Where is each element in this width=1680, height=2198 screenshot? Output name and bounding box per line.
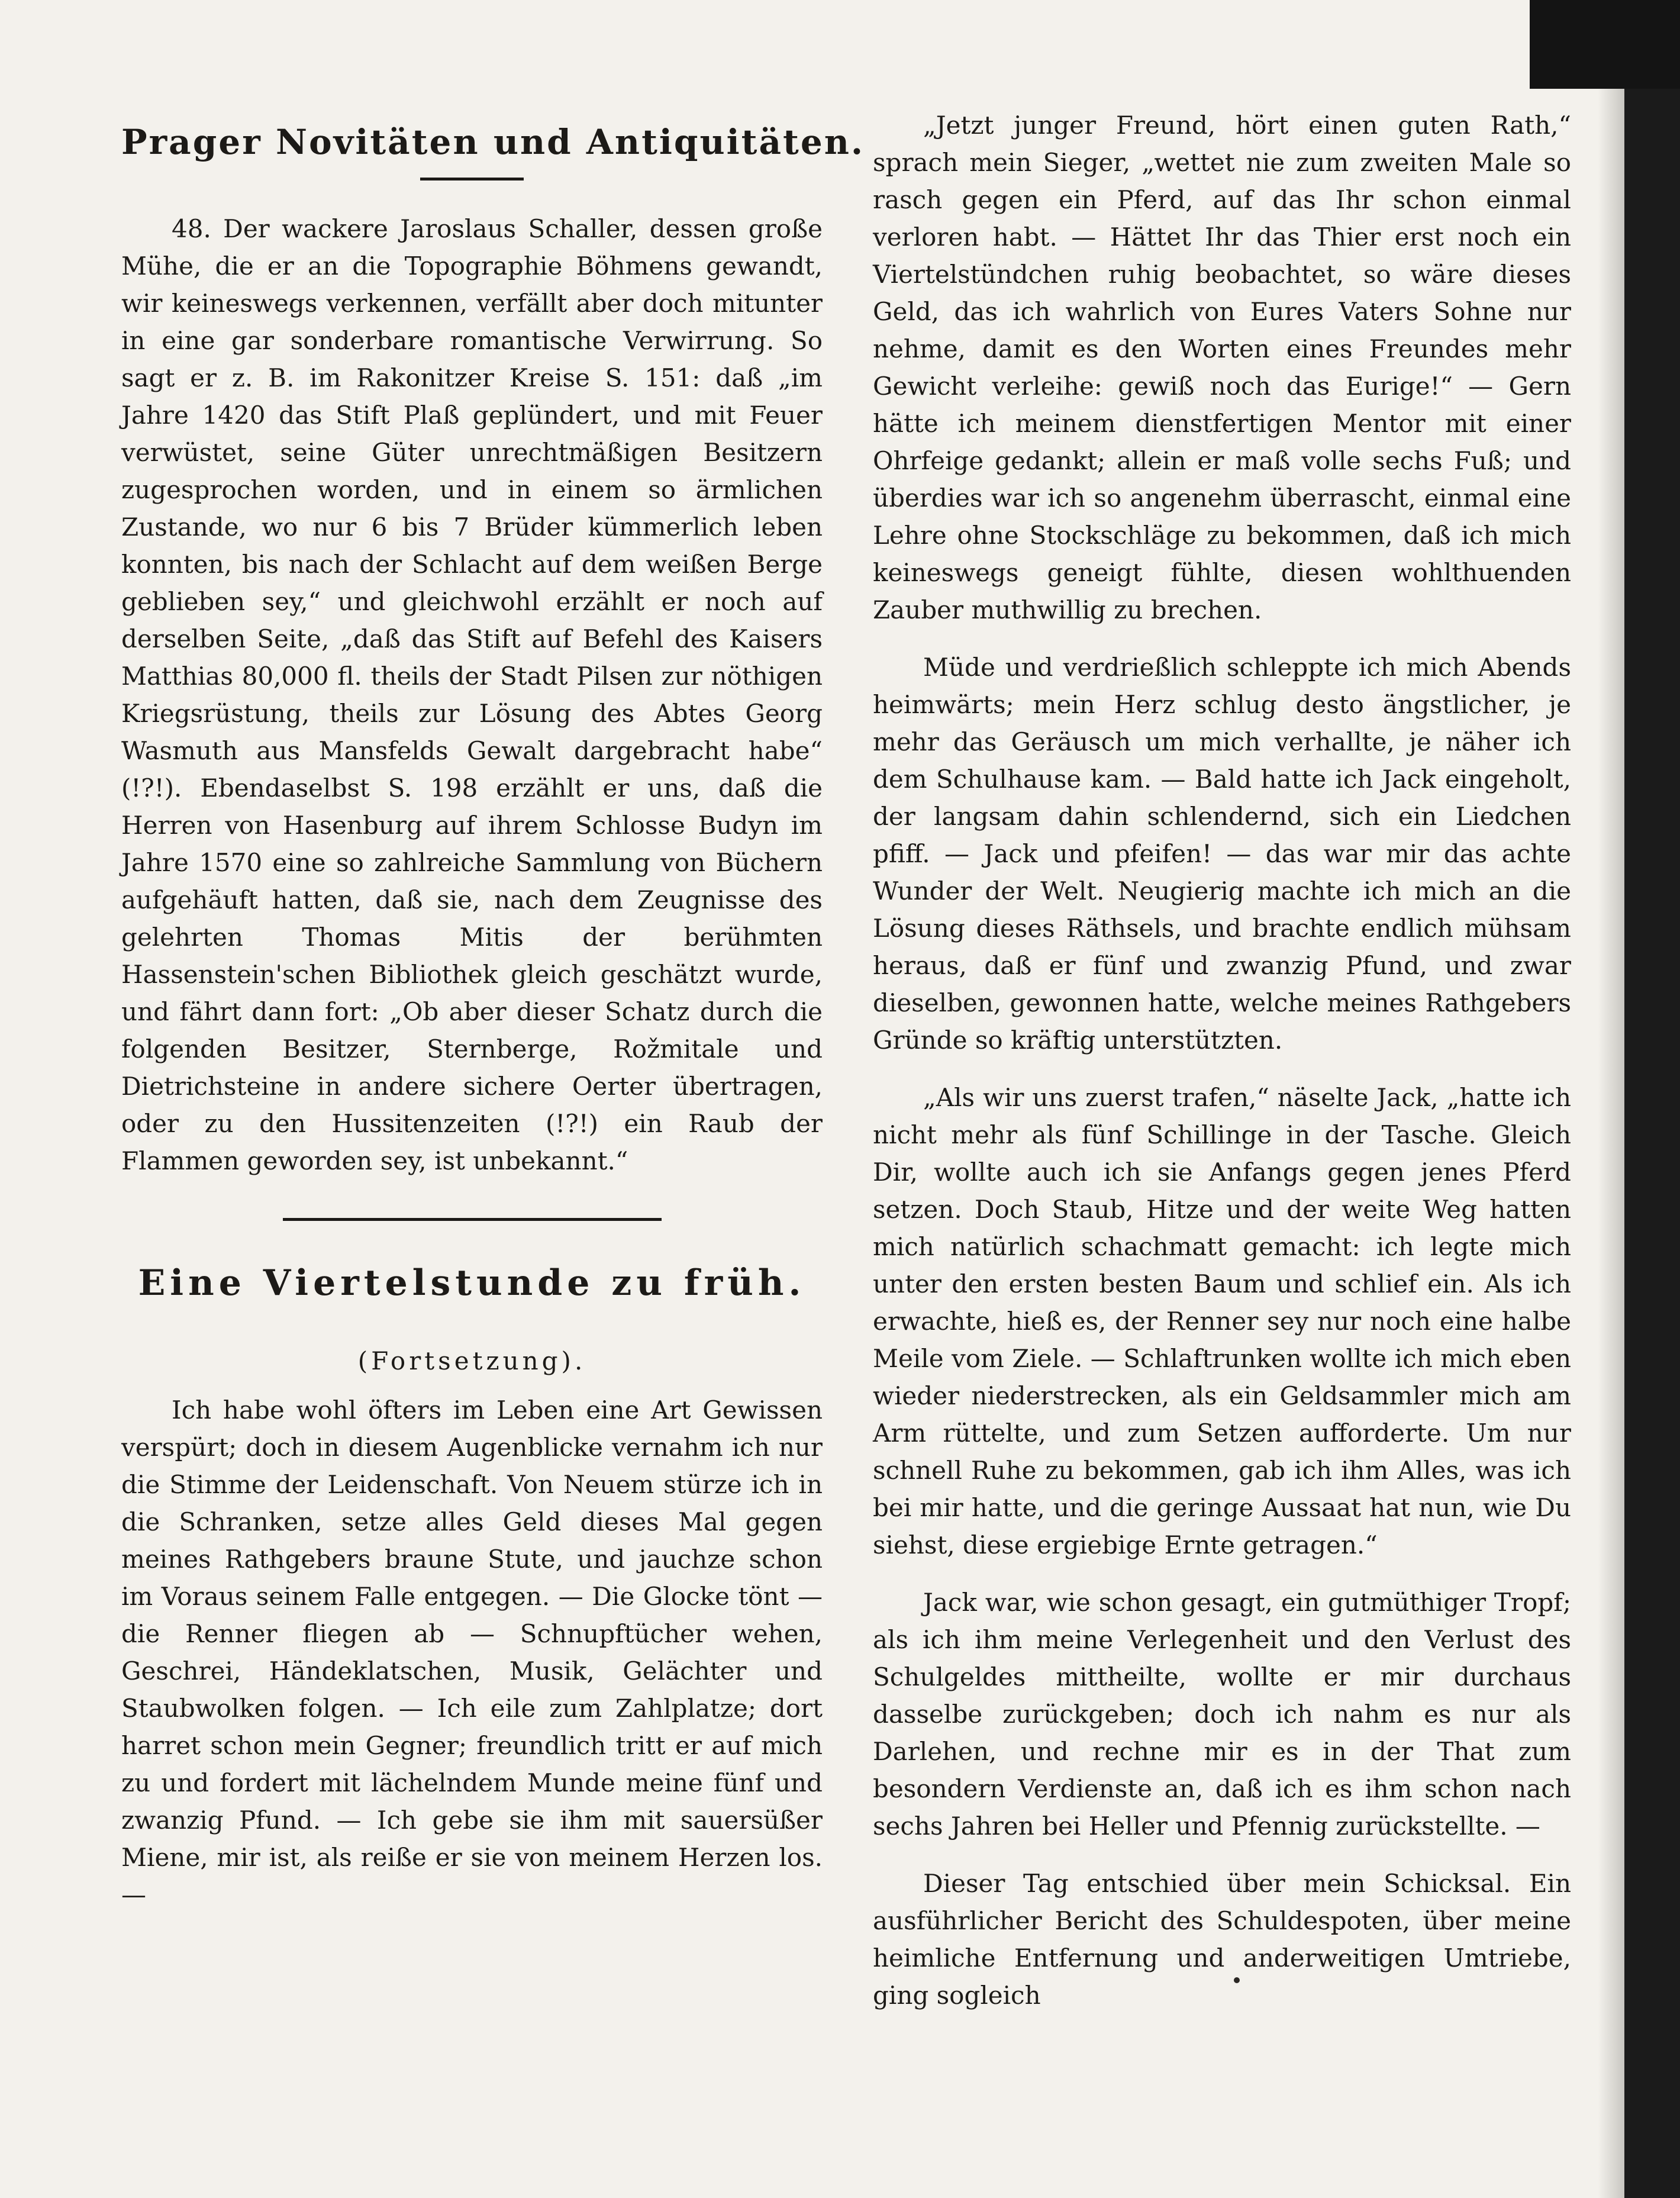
ink-speck — [1234, 1977, 1240, 1983]
story-subtitle: (Fortsetzung). — [357, 1346, 586, 1375]
left-column — [121, 107, 865, 1933]
story-paragraph: „Als wir uns zuerst trafen,“ näselte Jack, „hatte ich nicht mehr als fünf Schillinge in der Tasche. Gleich Dir, wollte auch ich sie Anfangs gegen jenes Pferd setzen. Doch Staub, Hitze und der weite Weg hatten mich natürlich schachmatt gemacht: ich legte mich unter den ersten besten Baum und schlief ein. Als ich erwachte, hieß es, der Renner sey nur noch eine halbe Meile vom Ziele. — Schlaftrunken wollte ich mich eben wieder niederstrecken, als ein Geldsammler mich am Arm rüttelte, und zum Setzen aufforderte. Um nur schnell Ruhe zu bekommen, gab ich ihm Alles, was ich bei mir hatte, und die geringe Aussaat hat nun, wie Du siehst, diese ergiebige Ernte getragen.“ — [873, 1083, 1571, 1559]
story-title: Eine Viertelstunde zu früh. — [138, 1262, 806, 1304]
scanner-edge-strip — [1624, 89, 1680, 2198]
story-paragraph: „Jetzt junger Freund, hört einen guten Rath,“ sprach mein Sieger, „wettet nie zum zweiten Male so rasch gegen ein Pferd, auf das Ihr schon einmal verloren habt. — Hättet Ihr das Thier erst noch ein Viertelstündchen ruhig beobachtet, so wäre dieses Geld, das ich wahrlich von Eures Vaters Sohne nur nehme, damit es den Worten eines Freundes mehr Gewicht verleihe: gewiß noch das Eurige!“ — Gern hätte ich meinem dienstfertigen Mentor mit einer Ohrfeige gedankt; allein er maß volle sechs Fuß; und überdies war ich so angenehm überrascht, einmal eine Lehre ohne Stockschläge zu bekommen, daß ich mich keineswegs geneigt fühlte, diesen wohlthuenden Zauber muthwillig zu brechen. — [873, 111, 1571, 624]
story-paragraph: Jack war, wie schon gesagt, ein gutmüthiger Tropf; als ich ihm meine Verlegenheit und den Verlust des Schulgeldes mittheilte, wollte er mir durchaus dasselbe zurückgeben; doch ich nahm es nur als Darlehen, und rechne mir es in der That zum besondern Verdienste an, daß ich es ihm schon nach sechs Jahren bei Heller und Pfennig zurückstellte. — — [873, 1588, 1571, 1841]
page-edge-shadow — [1598, 89, 1624, 2198]
note-paragraph: 48. Der wackere Jaroslaus Schaller, dessen große Mühe, die er an die Topographie Böhmens gewandt, wir keineswegs verkennen, verfällt aber doch mitunter in eine gar sonderbare romantische Verwirrung. So sagt er z. B. im Rakonitzer Kreise S. 151: daß „im Jahre 1420 das Stift Plaß geplündert, und mit Feuer verwüstet, seine Güter unrechtmäßigen Besitzern zugesprochen worden, und in einem so ärmlichen Zustande, wo nur 6 bis 7 Brüder kümmerlich leben konnten, bis nach der Schlacht auf dem weißen Berge geblieben sey,“ und gleichwohl erzählt er noch auf derselben Seite, „daß das Stift auf Befehl des Kaisers Matthias 80,000 fl. theils der Stadt Pilsen zur nöthigen Kriegsrüstung, theils zur Lösung des Abtes Georg Wasmuth aus Mansfelds Gewalt dargebracht habe“ (!?!). Ebendaselbst S. 198 erzählt er uns, daß die Herren von Hasenburg auf ihrem Schlosse Budyn im Jahre 1570 eine so zahlreiche Sammlung von Büchern aufgehäuft hatten, daß sie, nach dem Zeugnisse des gelehrten Thomas Mitis der berühmten Hassenstein'schen Bibliothek gleich geschätzt wurde, und fährt dann fort: „Ob aber dieser Schatz durch die folgenden Besitzer, Sternberge, Rožmitale und Dietrichsteine in andere sichere Oerter übertragen, oder zu den Hussitenzeiten (!?!) ein Raub der Flammen geworden sey, ist unbekannt.“ — [121, 214, 823, 1175]
title-rule — [420, 178, 524, 181]
story-paragraph: Dieser Tag entschied über mein Schicksal. Ein ausführlicher Bericht des Schuldespoten, über meine heimliche Entfernung und anderweitigen Umtriebe, ging sogleich — [873, 1869, 1571, 2010]
right-column — [873, 107, 1571, 2034]
story-paragraph: Müde und verdrießlich schleppte ich mich Abends heimwärts; mein Herz schlug desto ängstlicher, je mehr das Geräusch um mich verhallte, je näher ich dem Schulhause kam. — Bald hatte ich Jack eingeholt, der langsam dahin schlendernd, sich ein Liedchen pfiff. — Jack und pfeifen! — das war mir das achte Wunder der Welt. Neugierig machte ich mich an die Lösung dieses Räthsels, und brachte endlich mühsam heraus, daß er fünf und zwanzig Pfund, und zwar dieselben, gewonnen hatte, welche meines Rathgebers Gründe so kräftig unterstützten. — [873, 653, 1571, 1055]
section-divider — [283, 1218, 662, 1221]
scanner-edge-top — [1530, 0, 1680, 89]
story-paragraph: Ich habe wohl öfters im Leben eine Art Gewissen verspürt; doch in diesem Augenblicke vernahm ich nur die Stimme der Leidenschaft. Von Neuem stürze ich in die Schranken, setze alles Geld dieses Mal gegen meines Rathgebers braune Stute, und jauchze schon im Voraus seinem Falle entgegen. — Die Glocke tönt — die Renner fliegen ab — Schnupftücher wehen, Geschrei, Händeklatschen, Musik, Gelächter und Staubwolken folgen. — Ich eile zum Zahlplatze; dort harret schon mein Gegner; freundlich tritt er auf mich zu und fordert mit lächelndem Munde meine fünf und zwanzig Pfund. — Ich gebe sie ihm mit sauersüßer Miene, mir ist, als reiße er sie von meinem Herzen los. — — [121, 1395, 823, 1909]
section-title: Prager Novitäten und Antiquitäten. — [121, 122, 865, 162]
